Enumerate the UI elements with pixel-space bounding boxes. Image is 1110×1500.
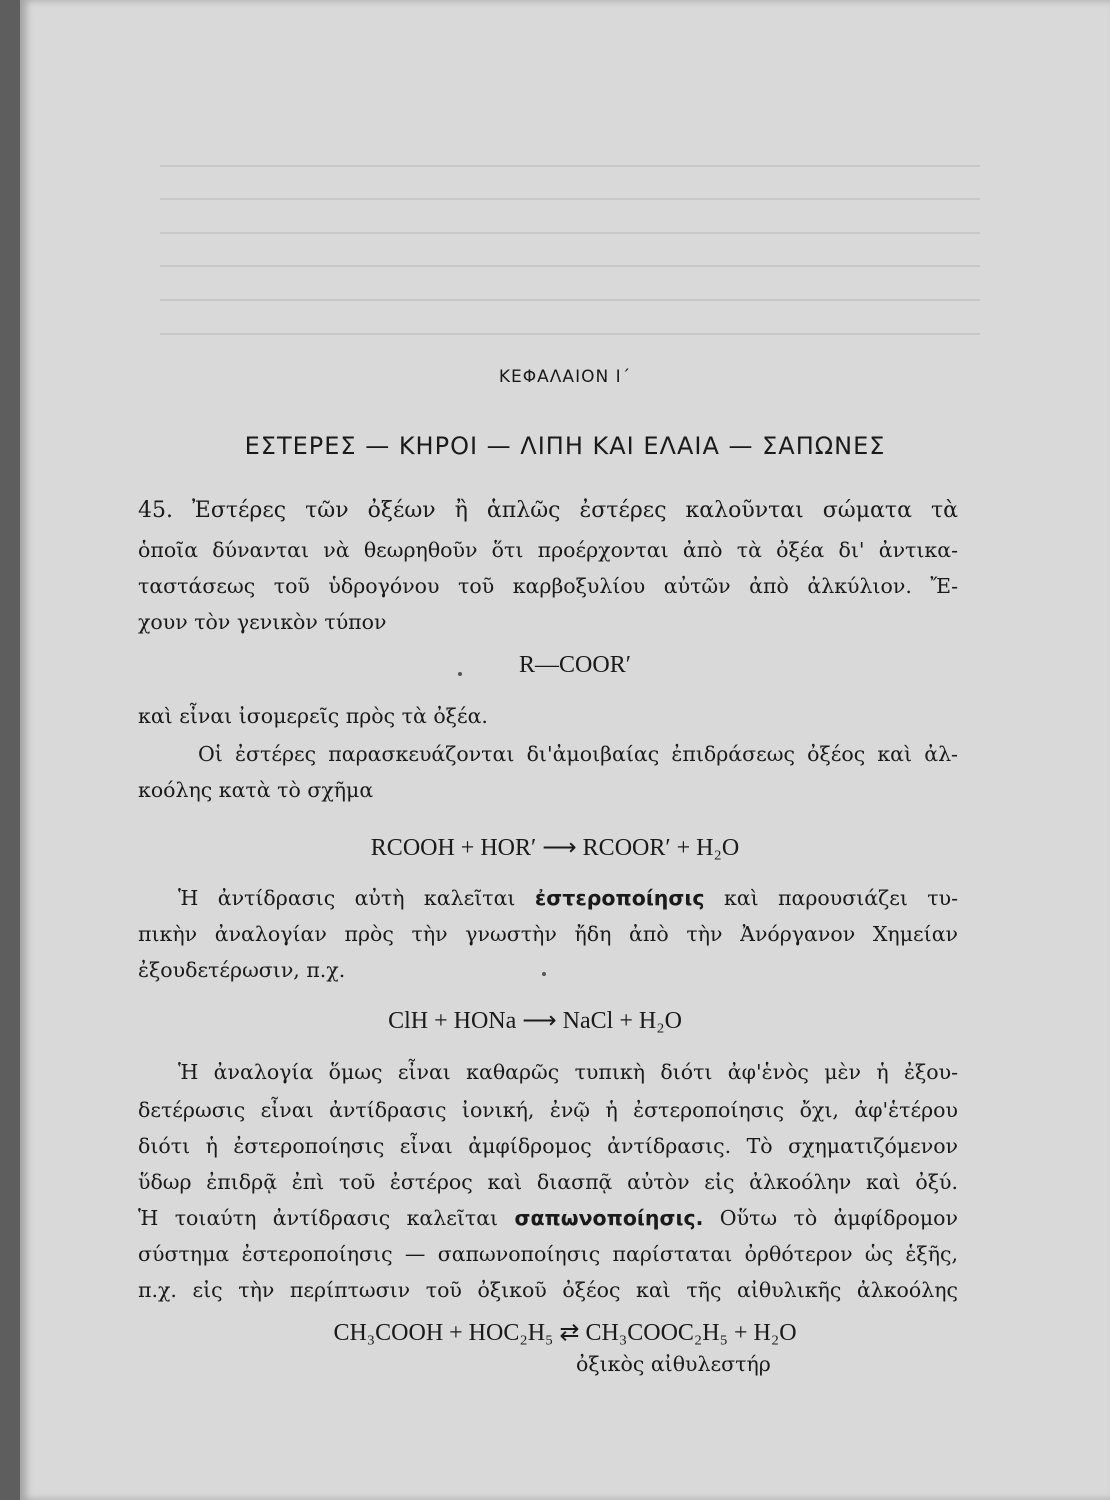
paragraph-line: πικὴν ἀναλογίαν πρὸς τὴν γνωστὴν ἤδη ἀπὸ τὴν Ἀνόργανον Χημείαν xyxy=(138,922,958,946)
section-number: 45. xyxy=(138,498,173,523)
neutralization-equation: ClH + HONa ⟶ NaCl + H₂O xyxy=(388,1008,682,1034)
chapter-title: ΕΣΤΕΡΕΣ — ΚΗΡΟΙ — ΛΙΠΗ ΚΑΙ ΕΛΑΙΑ — ΣΑΠΩΝΕΣ xyxy=(244,432,886,460)
paragraph-line: καὶ εἶναι ἰσομερεῖς πρὸς τὰ ὀξέα. xyxy=(138,704,488,728)
paragraph-line: Ἡ ἀντίδρασις αὐτὴ καλεῖται ἐστεροποίησις καὶ παρουσιάζει τυ- xyxy=(178,886,958,910)
paragraph-line: ὁποῖα δύνανται νὰ θεωρηθοῦν ὅτι προέρχονται ἀπὸ τὰ ὀξέα δι' ἀντικα- xyxy=(138,538,958,562)
ink-speck xyxy=(542,972,546,976)
book-page xyxy=(20,0,1110,1500)
paragraph-line: χουν τὸν γενικὸν τύπον xyxy=(138,610,387,634)
paragraph-line: κοόλης κατὰ τὸ σχῆμα xyxy=(138,778,374,802)
bold-term-esterification: ἐστεροποίησις xyxy=(534,886,705,910)
chapter-heading: ΚΕΦΑΛΑΙΟΝ Ι΄ xyxy=(498,367,632,387)
esterification-equation: RCOOH + HOR′ ⟶ RCOOR′ + H₂O xyxy=(370,835,740,861)
paragraph-line: δετέρωσις εἶναι ἀντίδρασις ἰονική, ἐνῷ ἡ ἐστεροποίησις ὄχι, ἀφ'ἑτέρου xyxy=(138,1098,958,1122)
general-formula: R—COOR′ xyxy=(519,652,631,678)
paragraph-line: σύστημα ἐστεροποίησις — σαπωνοποίησις παρίσταται ὀρθότερον ὡς ἑξῆς, xyxy=(138,1242,958,1266)
paragraph-line: Ἡ τοιαύτη ἀντίδρασις καλεῖται σαπωνοποίησις. Οὕτω τὸ ἀμφίδρομον xyxy=(138,1206,958,1230)
ethyl-acetate-equation: CH₃COOH + HOC₂H₅ ⇄ CH₃COOC₂H₅ + H₂O xyxy=(333,1320,797,1346)
paragraph-line: ἐξουδετέρωσιν, π.χ. xyxy=(138,958,346,982)
paragraph-line: Οἱ ἐστέρες παρασκευάζονται δι'ἀμοιβαίας ἐπιδράσεως ὀξέος καὶ ἀλ- xyxy=(198,742,958,766)
bold-term-saponification: σαπωνοποίησις. xyxy=(514,1206,704,1230)
paragraph-line: Ἡ ἀναλογία ὅμως εἶναι καθαρῶς τυπικὴ διότι ἀφ'ἑνὸς μὲν ἡ ἐξου- xyxy=(178,1060,958,1084)
paragraph-line: ὕδωρ ἐπιδρᾷ ἐπὶ τοῦ ἐστέρος καὶ διασπᾷ αὐτὸν εἰς ἀλκοόλην καὶ ὀξύ. xyxy=(138,1170,958,1194)
product-label: ὀξικὸς αἰθυλεστήρ xyxy=(576,1352,771,1376)
paragraph-line: διότι ἡ ἐστεροποίησις εἶναι ἀμφίδρομος ἀντίδρασις. Τὸ σχηματιζόμενον xyxy=(138,1134,958,1158)
ink-speck xyxy=(458,672,462,676)
paragraph-line: ταστάσεως τοῦ ὑδρογόνου τοῦ καρβοξυλίου αὐτῶν ἀπὸ ἀλκύλιον. Ἔ- xyxy=(138,574,958,598)
paragraph-line: 45. Ἐστέρες τῶν ὀξέων ἢ ἁπλῶς ἐστέρες καλοῦνται σώματα τὰ xyxy=(138,498,958,523)
paragraph-line: π.χ. εἰς τὴν περίπτωσιν τοῦ ὀξικοῦ ὀξέος καὶ τῆς αἰθυλικῆς ἀλκοόλης xyxy=(138,1278,958,1302)
